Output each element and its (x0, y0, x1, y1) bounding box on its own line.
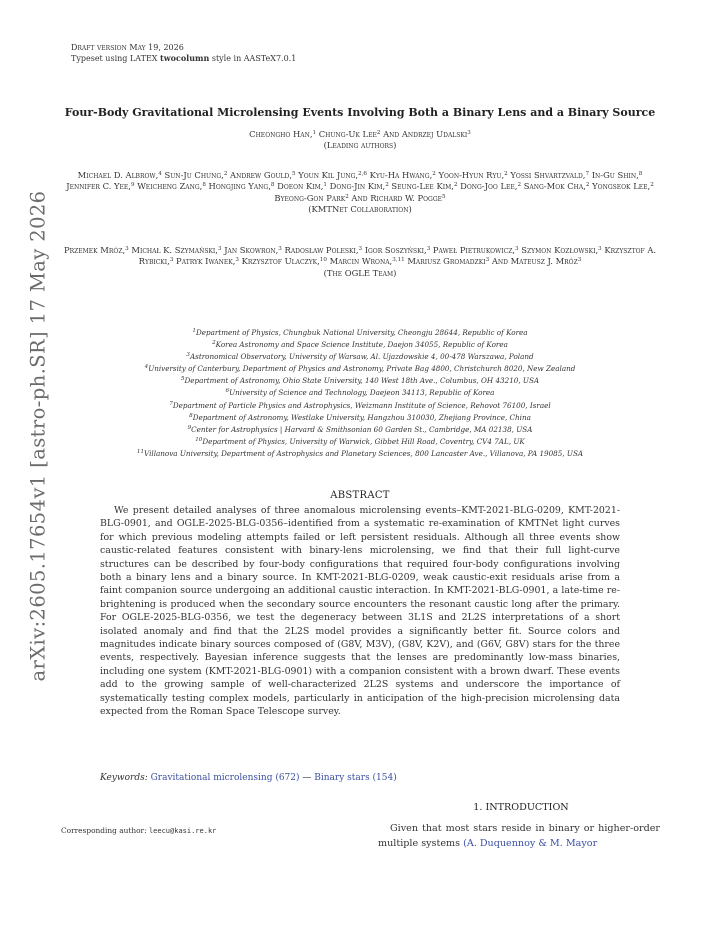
affiliation-line (40, 448, 680, 460)
affiliation-marker: 3 (467, 130, 471, 136)
affiliation-marker: 3 (577, 257, 582, 264)
introduction-text: Given that most stars reside in binary or higher-order multiple systems (A. Duquennoy & M. Mayor (378, 823, 660, 849)
affiliation-line (40, 375, 680, 387)
corresponding-author: Corresponding author: leecu@kasi.re.kr (61, 826, 217, 835)
affiliation-marker: 10 (319, 257, 327, 264)
affiliation-marker: 2 (345, 193, 349, 200)
affiliation-marker: 2 (504, 171, 508, 177)
author-name: Dong-Jin Kim, (326, 181, 386, 192)
author-name: Patryk Iwanek, (173, 256, 236, 267)
affiliation-text: Korea Astronomy and Space Science Institute, Daejon 34055, Republic of Korea (215, 340, 508, 350)
author-name: Youn Kil Jung, (295, 170, 359, 180)
author-group-leading (60, 129, 660, 152)
affiliation-marker: 2 (517, 182, 522, 189)
author-name: Przemek Mróz, (63, 245, 126, 255)
affiliation-marker: 2 (585, 182, 590, 189)
keywords-line (100, 773, 397, 783)
author-name: Yongseok Lee, (589, 181, 651, 192)
author-name: Michał K. Szymański, (128, 245, 218, 255)
affiliation-marker: 7 (585, 171, 590, 177)
author-name: Marcin Wrona, (326, 256, 393, 267)
affiliation-text: Department of Astronomy, Ohio State University, 140 West 18th Ave., Columbus, OH 43210, USA (184, 376, 540, 386)
affiliation-number: 4 (144, 364, 149, 371)
abstract-heading: ABSTRACT (330, 490, 390, 501)
affiliation-number: 9 (187, 424, 192, 431)
affiliation-marker: 1 (312, 130, 317, 136)
email-address[interactable]: leecu@kasi.re.kr (148, 827, 217, 835)
group-label: (Leading authors) (323, 140, 397, 151)
author-name: Andrew Gould, (227, 170, 292, 180)
author-name: Sun-Ju Chung, (161, 170, 224, 180)
affiliation-marker: 3 (278, 246, 282, 252)
paper-title: Four-Body Gravitational Microlensing Events Involving Both a Binary Lens and a Binary Source (64, 106, 656, 119)
section-heading-introduction: 1. INTRODUCTION (473, 802, 569, 813)
affiliation-marker: 2 (650, 182, 654, 189)
author-group-ogle (60, 245, 660, 279)
affiliation-marker: 5 (442, 193, 446, 200)
affiliation-marker: 2 (453, 182, 458, 189)
affiliation-marker: 3 (125, 246, 129, 252)
affiliation-number: 5 (180, 376, 185, 383)
author-list (60, 170, 660, 204)
keyword-link[interactable]: Binary stars (154) (314, 773, 397, 783)
author-name: Igor Soszyński, (362, 245, 427, 255)
affiliation-marker: 2,6 (358, 171, 367, 177)
affiliation-text: Department of Astronomy, Westlake University, Hangzhou 310030, Zhejiang Province, China (192, 412, 531, 422)
author-name: Yossi Shvartzvald, (507, 170, 586, 180)
citation-link[interactable]: (A. Duquennoy & M. Mayor (463, 838, 598, 849)
affiliation-marker: 3,11 (392, 257, 405, 264)
affiliation-marker: 3 (217, 246, 222, 252)
author-name: Weicheng Zang, (134, 181, 203, 192)
author-name: Yoon-Hyun Ryu, (435, 170, 505, 180)
author-group-kmtnet (60, 170, 660, 216)
keyword-link[interactable]: Gravitational microlensing (672) (150, 773, 300, 783)
author-name: Doeon Kim, (274, 181, 324, 192)
affiliation-marker: 8 (638, 171, 643, 177)
affiliation-line (40, 387, 680, 399)
affiliation-marker: 2 (223, 171, 228, 177)
author-name: Kyu-Ha Hwang, (366, 170, 433, 180)
affiliation-text: Department of Physics, Chungbuk National University, Cheongju 28644, Republic of Korea (195, 328, 528, 337)
author-name: Jan Skowron, (221, 245, 279, 255)
affiliation-line (40, 363, 680, 375)
author-name: Krzysztof Ulaczyk, (238, 256, 320, 267)
affiliation-marker: 3 (485, 257, 490, 264)
affiliation-number: 1 (192, 328, 196, 334)
affiliation-marker: 3 (358, 246, 363, 252)
author-name: Chung-Uk Lee (316, 129, 377, 139)
affiliation-number: 2 (212, 340, 216, 347)
affiliation-marker: 5 (292, 171, 296, 177)
affiliation-marker: 2 (432, 171, 436, 177)
affiliations-list (40, 327, 680, 460)
affiliation-text: Villanova University, Department of Astrophysics and Planetary Sciences, 800 Lancaster Ave., Villanova, PA 19085, USA (144, 448, 584, 458)
affiliation-number: 7 (169, 400, 173, 407)
author-name: Jennifer C. Yee, (66, 181, 131, 192)
affiliation-line (40, 436, 680, 448)
author-name: Byeong-Gon Park (274, 192, 346, 203)
affiliation-line (40, 351, 680, 363)
keyword-separator: — (299, 773, 315, 783)
affiliation-number: 11 (136, 448, 145, 455)
affiliation-line (40, 339, 680, 351)
group-label: (The OGLE Team) (323, 267, 397, 278)
affiliation-marker: 8 (270, 182, 275, 189)
author-name: And Andrzej Udalski (380, 129, 468, 139)
affiliation-marker: 3 (235, 257, 239, 264)
affiliation-marker: 4 (158, 171, 162, 177)
affiliation-text: University of Canterbury, Department of Physics and Astronomy, Private Bag 4800, Christchurch 8020, New Zealand (148, 364, 576, 374)
affiliation-text: Department of Particle Physics and Astrophysics, Weizmann Institute of Science, Rehovot 76100, Israel (172, 400, 551, 410)
affiliation-marker: 8 (202, 182, 206, 189)
author-name: Szymon Kozłowski, (518, 245, 599, 255)
draft-header (71, 42, 296, 64)
affiliation-text: Center for Astrophysics | Harvard & Smithsonian 60 Garden St., Cambridge, MA 02138, USA (191, 424, 533, 434)
affiliation-text: University of Science and Technology, Daejeon 34113, Republic of Korea (229, 388, 495, 398)
affiliation-line (40, 412, 680, 424)
author-name: Radosław Poleski, (281, 245, 359, 255)
affiliation-marker: 3 (169, 257, 174, 264)
affiliation-line (40, 424, 680, 436)
arxiv-stamp: arXiv:2605.17654v1 [astro-ph.SR] 17 May 2026 (26, 190, 50, 682)
author-name: Seung-Lee Kim, (388, 181, 454, 192)
author-list (60, 245, 660, 268)
author-name: Cheongho Han, (249, 129, 313, 139)
affiliation-marker: 3 (598, 246, 602, 252)
author-name: Sang-Mok Cha, (521, 181, 586, 192)
draft-version: Draft version May 19, 2026 (71, 43, 184, 52)
affiliation-line (40, 327, 680, 339)
typeset-line: Typeset using LATEX twocolumn style in AASTeX7.0.1 (71, 53, 297, 63)
affiliation-marker: 1 (323, 182, 327, 189)
author-name: And Richard W. Pogge (348, 192, 443, 203)
author-name: Michael D. Albrow, (77, 170, 159, 180)
affiliation-number: 10 (195, 436, 203, 443)
affiliation-marker: 3 (515, 246, 519, 252)
affiliation-marker: 3 (426, 246, 431, 252)
author-name: In-Gu Shin, (589, 170, 639, 180)
affiliation-text: Astronomical Observatory, University of Warsaw, Al. Ujazdowskie 4, 00-478 Warszawa, Poland (189, 352, 534, 362)
author-name: Dong-Joo Lee, (457, 181, 518, 192)
author-name: And Mateusz J. Mróz (489, 256, 578, 267)
affiliation-text: Department of Physics, University of Warwick, Gibbet Hill Road, Coventry, CV4 7AL, UK (202, 436, 525, 446)
affiliation-marker: 2 (376, 130, 381, 136)
author-name: Mariusz Gromadzki (404, 256, 486, 267)
affiliation-number: 3 (186, 352, 190, 359)
author-name: Paweł Pietrukowicz, (430, 245, 516, 255)
group-label: (KMTNet Collaboration) (308, 204, 412, 215)
affiliation-line (40, 400, 680, 412)
author-list (60, 129, 660, 140)
affiliation-number: 8 (189, 412, 193, 419)
abstract-text: We present detailed analyses of three anomalous microlensing events–KMT-2021-BLG-0209, KMT-2021-BLG-0901, and OGLE-2025-BLG-0356–identified from a systematic re-examination of KMTNet light curves for which previous modeling attempts failed or left persistent residuals. Although all three events show caustic-related features consistent with binary-lens microlensing, we find that their full light-curve structures can be described by four-body configurations that required four-body configurations involving both a binary lens and a binary source. In KMT-2021-BLG-0209, weak caustic-exit residuals arise from a faint companion source undergoing an additional caustic interaction. In KMT-2021-BLG-0901, a late-time re-brightening is produced when the secondary source encounters the resonant caustic long after the primary. For OGLE-2025-BLG-0356, we test the degeneracy between 3L1S and 2L2S interpretations of a short isolated anomaly and find that the 2L2S model provides a significantly better fit. Source colors and magnitudes indicate binary sources composed of (G8V, M3V), (G8V, K2V), and (G6V, G8V) stars for the three events, respectively. Bayesian inference suggests that the lenses are predominantly low-mass binaries, including one system (KMT-2021-BLG-0901) with a companion consistent with a brown dwarf. These events add to the growing sample of well-characterized 2L2S systems and underscore the importance of systematically testing complex models, particularly in anticipation of the high-precision microlensing data expected from the Roman Space Telescope survey. (100, 505, 620, 718)
affiliation-number: 6 (225, 388, 230, 395)
author-name: Hongjing Yang, (205, 181, 271, 192)
affiliation-marker: 9 (130, 182, 135, 189)
author-name: Krzysztof A. Rybicki, (138, 245, 657, 267)
affiliation-marker: 2 (385, 182, 389, 189)
keywords-label: Keywords: (100, 773, 148, 783)
